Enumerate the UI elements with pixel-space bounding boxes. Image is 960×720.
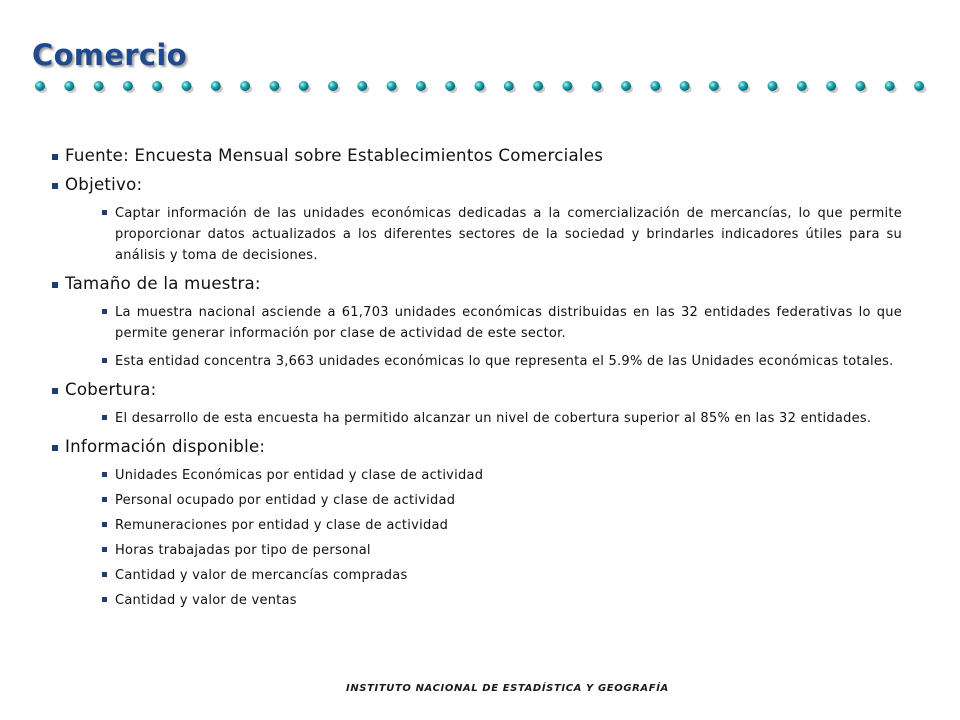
divider-dot (914, 81, 924, 91)
list-item (102, 490, 902, 511)
item-text: El desarrollo de esta encuesta ha permitido alcanzar un nivel de cobertura superior al 85% en las 32 entidades. (115, 411, 872, 426)
divider-dot (123, 81, 133, 91)
square-bullet-icon (52, 445, 58, 451)
divider-dot (475, 81, 485, 91)
list-item (102, 465, 902, 486)
divider-dot (299, 81, 309, 91)
section-objetivo-heading (52, 174, 902, 196)
institution-logo-text: INSTITUTO NACIONAL DE ESTADÍSTICA Y GEOGRAFÍA (346, 683, 669, 694)
divider-dot (357, 81, 367, 91)
item-text: Captar información de las unidades económicas dedicadas a la comercialización de mercancías, lo que permite proporcionar datos actualizados a los diferentes sectores de la sociedad y brindarles indicadores útiles para su análisis y toma de decisiones. (115, 206, 902, 263)
heading-text: Tamaño de la muestra: (65, 274, 261, 293)
square-bullet-icon (102, 572, 107, 577)
divider-dot (240, 81, 250, 91)
content-body (52, 145, 902, 615)
square-bullet-icon (102, 497, 107, 502)
divider-dot (35, 81, 45, 91)
divider-dot (387, 81, 397, 91)
square-bullet-icon (52, 388, 58, 394)
section-muestra-heading (52, 273, 902, 295)
divider-dot (709, 81, 719, 91)
square-bullet-icon (102, 210, 107, 215)
square-bullet-icon (102, 472, 107, 477)
section-cobertura-heading (52, 379, 902, 401)
divider-dot (855, 81, 865, 91)
section-fuente-heading (52, 145, 902, 167)
list-item (102, 302, 902, 344)
divider-dot (768, 81, 778, 91)
item-text: Horas trabajadas por tipo de personal (115, 543, 371, 558)
list-item (102, 540, 902, 561)
divider-dot (621, 81, 631, 91)
item-text: Personal ocupado por entidad y clase de actividad (115, 493, 456, 508)
divider-dot (650, 81, 660, 91)
divider-dot (445, 81, 455, 91)
divider-dot (416, 81, 426, 91)
dotted-divider (32, 78, 932, 96)
page-title: Comercio (32, 38, 187, 72)
divider-dot (182, 81, 192, 91)
square-bullet-icon (52, 183, 58, 189)
item-text: Cantidad y valor de ventas (115, 593, 297, 608)
divider-dot (533, 81, 543, 91)
list-item (102, 203, 902, 266)
divider-dot (885, 81, 895, 91)
heading-text: Información disponible: (65, 437, 266, 456)
heading-text: Cobertura: (65, 380, 157, 399)
divider-dot (592, 81, 602, 91)
heading-text: Objetivo: (65, 175, 143, 194)
square-bullet-icon (102, 547, 107, 552)
divider-dot (562, 81, 572, 91)
square-bullet-icon (102, 415, 107, 420)
divider-dot (211, 81, 221, 91)
square-bullet-icon (102, 597, 107, 602)
list-item (102, 408, 902, 429)
item-text: Esta entidad concentra 3,663 unidades económicas lo que representa el 5.9% de las Unidades económicas totales. (115, 354, 894, 369)
list-item (102, 515, 902, 536)
divider-dot (64, 81, 74, 91)
list-item (102, 351, 902, 372)
heading-text: Fuente: Encuesta Mensual sobre Establecimientos Comerciales (65, 146, 604, 165)
divider-dot (328, 81, 338, 91)
divider-dot (738, 81, 748, 91)
divider-dot (94, 81, 104, 91)
square-bullet-icon (52, 282, 58, 288)
item-text: Cantidad y valor de mercancías compradas (115, 568, 408, 583)
list-item (102, 565, 902, 586)
item-text: Unidades Económicas por entidad y clase de actividad (115, 468, 484, 483)
divider-dot (269, 81, 279, 91)
divider-dot (152, 81, 162, 91)
item-text: Remuneraciones por entidad y clase de actividad (115, 518, 449, 533)
section-informacion-heading (52, 436, 902, 458)
divider-dot (826, 81, 836, 91)
square-bullet-icon (102, 358, 107, 363)
item-text: La muestra nacional asciende a 61,703 unidades económicas distribuidas en las 32 entidades federativas lo que permite generar información por clase de actividad de este sector. (115, 305, 902, 341)
divider-dot (680, 81, 690, 91)
list-item (102, 590, 902, 611)
divider-dot (504, 81, 514, 91)
square-bullet-icon (102, 522, 107, 527)
square-bullet-icon (102, 309, 107, 314)
square-bullet-icon (52, 154, 58, 160)
divider-dot (797, 81, 807, 91)
